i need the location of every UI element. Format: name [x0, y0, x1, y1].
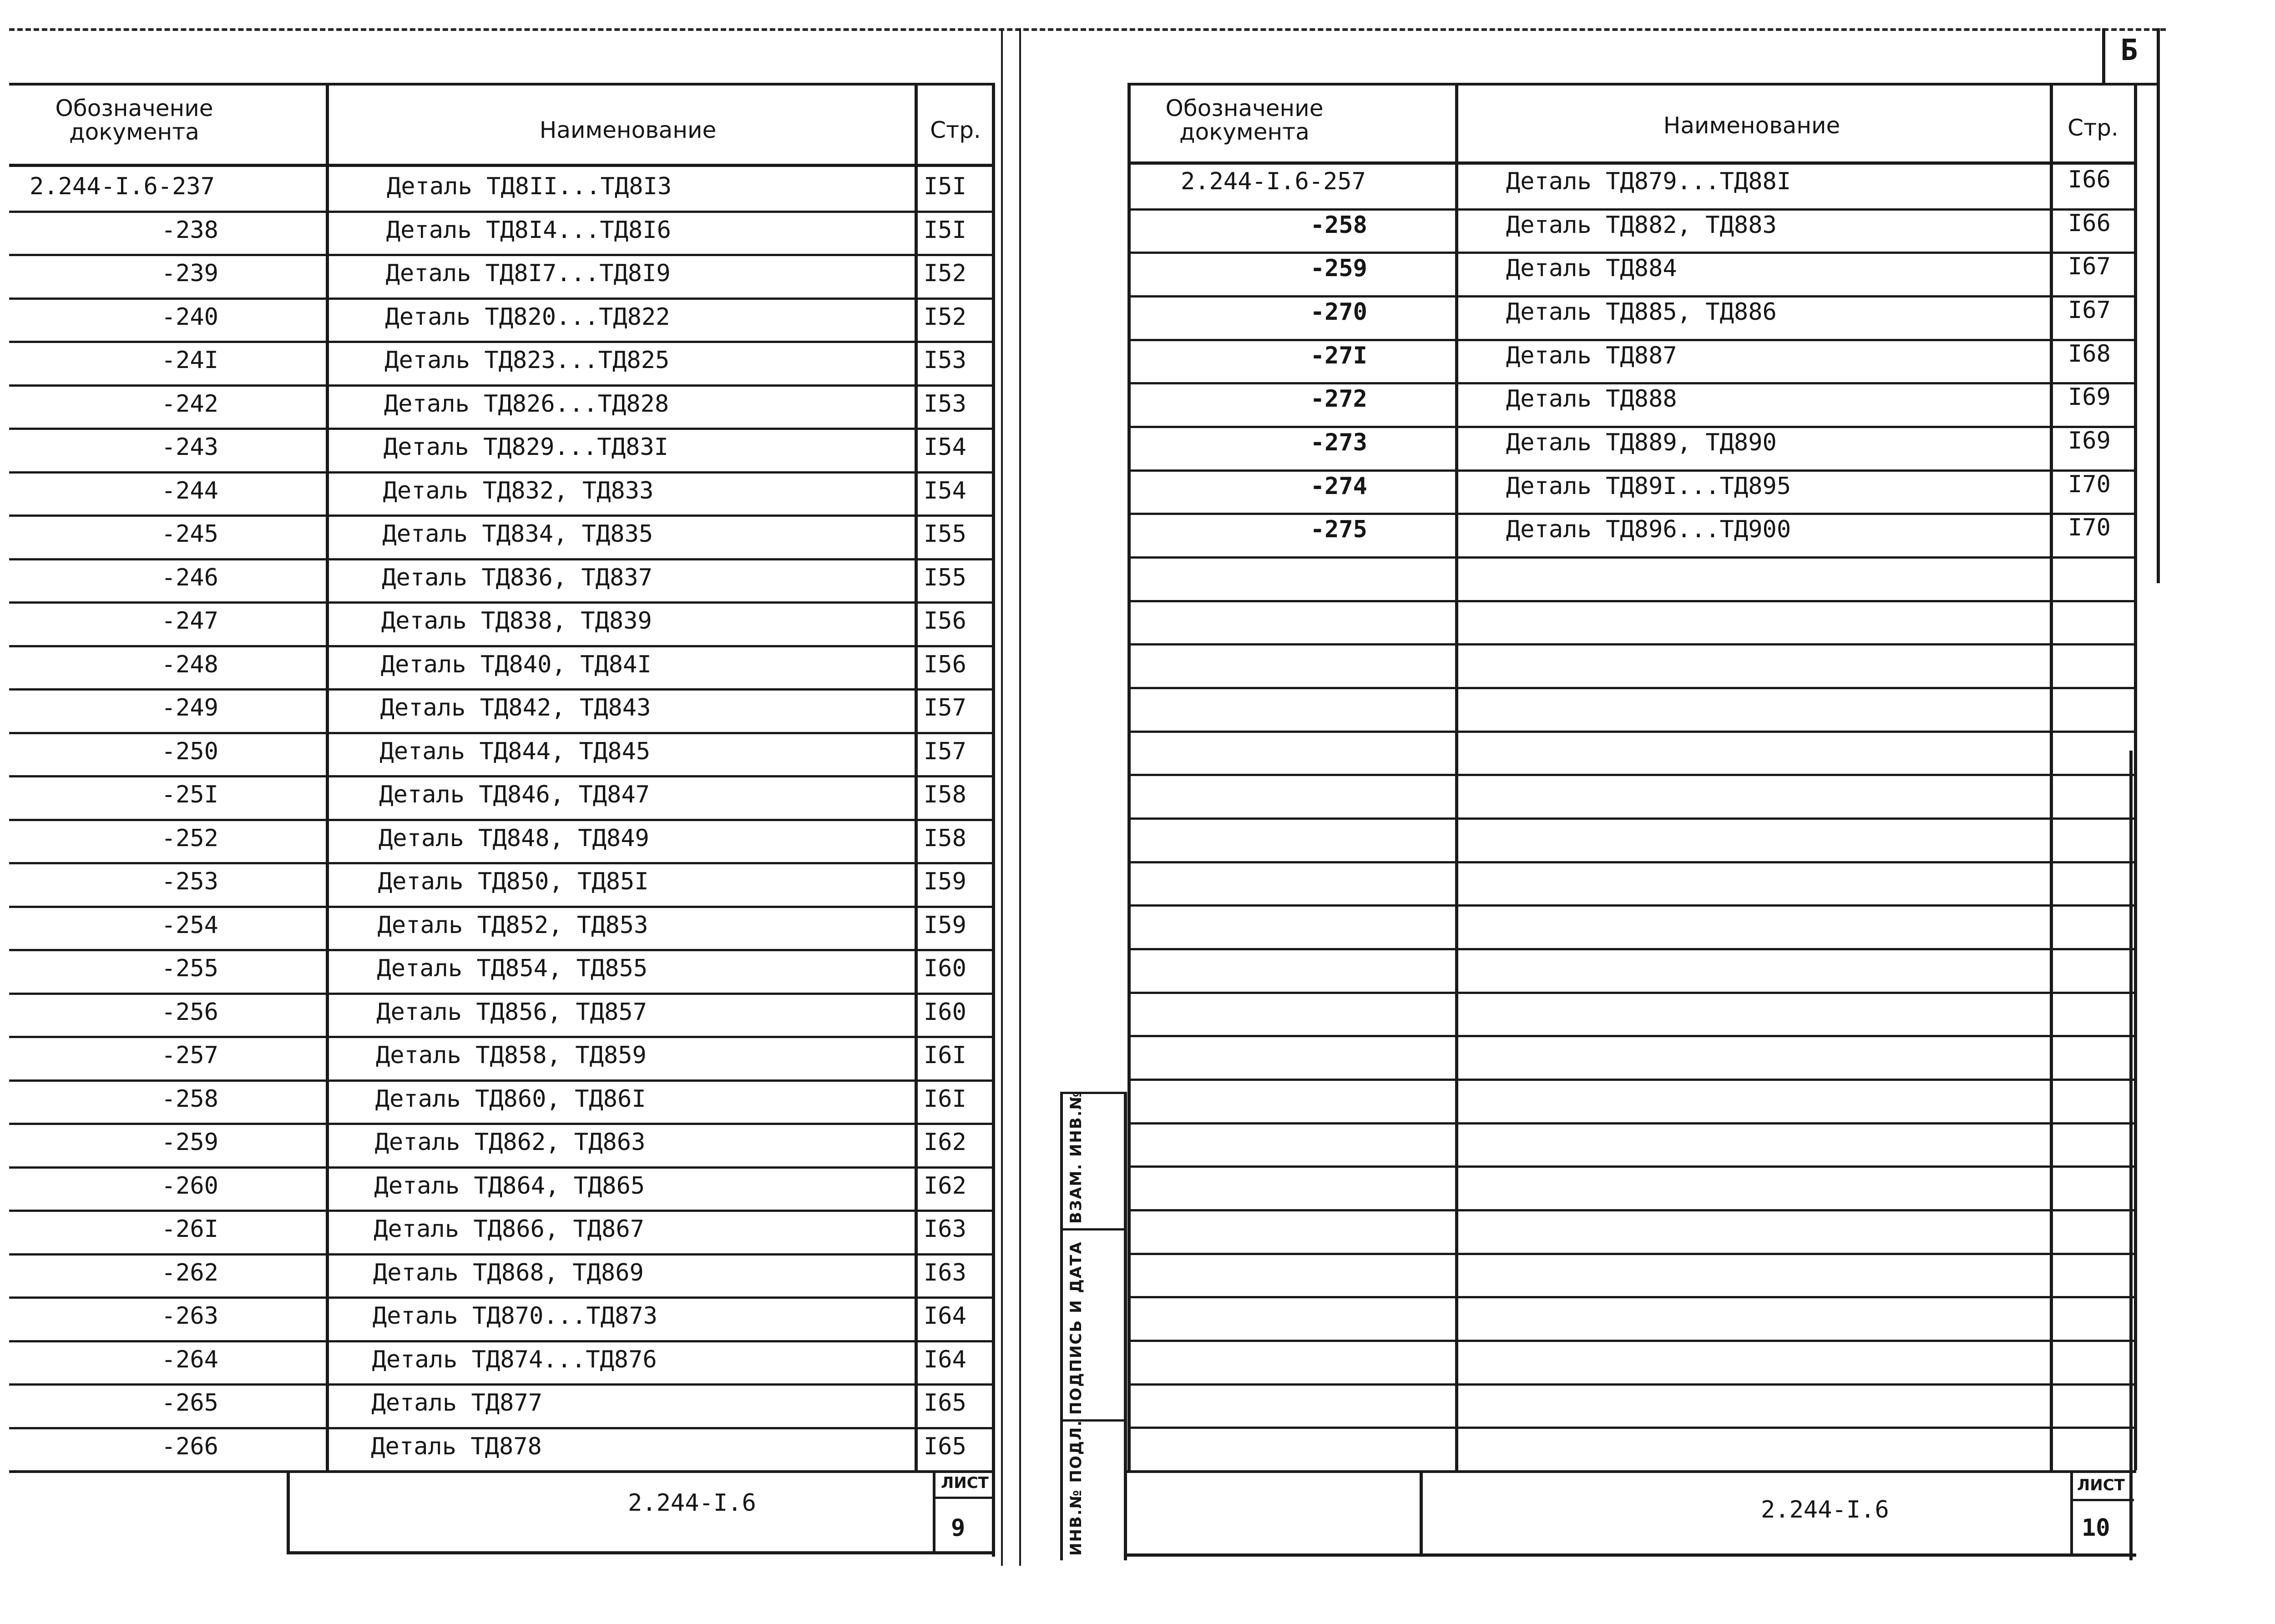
row-separator	[1127, 469, 2137, 472]
row-separator	[9, 601, 995, 604]
row-name: Деталь ТД8I7...ТД8I9	[385, 260, 671, 287]
row-designation: -240	[161, 303, 218, 331]
row-designation: -245	[161, 520, 218, 548]
row-designation: 2.244-I.6-237	[30, 173, 215, 200]
stamp-signature-date: ПОДПИСЬ И ДАТА	[1067, 1241, 1085, 1415]
row-separator	[1127, 643, 2137, 646]
row-separator	[1127, 1296, 2137, 1298]
right-header-bottom-line	[1127, 161, 2137, 165]
row-designation: -238	[161, 216, 218, 244]
row-page: I6I	[924, 1042, 966, 1069]
row-page: I67	[2068, 297, 2111, 324]
row-page: I56	[924, 651, 966, 678]
row-separator	[9, 732, 995, 734]
left-header-top-line	[9, 83, 995, 86]
row-designation: -24I	[161, 347, 218, 374]
stamp-line-1	[1060, 1228, 1127, 1231]
row-name: Деталь ТД884	[1506, 255, 1677, 282]
row-designation: -25I	[161, 781, 218, 808]
row-separator	[1127, 1427, 2137, 1429]
row-name: Деталь ТД860, ТД86I	[375, 1085, 646, 1113]
row-designation: -247	[161, 607, 218, 635]
row-designation: -260	[161, 1172, 218, 1200]
row-separator	[9, 558, 995, 560]
row-designation: -250	[161, 737, 218, 765]
row-designation: -26I	[161, 1215, 218, 1243]
row-page: I6I	[924, 1085, 966, 1113]
row-separator	[1127, 339, 2137, 341]
row-separator	[1127, 687, 2137, 689]
row-page: I59	[924, 911, 966, 939]
row-name: Деталь ТД848, ТД849	[379, 824, 649, 852]
row-designation: -253	[161, 868, 218, 895]
row-separator	[1127, 1209, 2137, 1211]
right-titleblock-bottom	[1124, 1553, 2136, 1557]
row-name: Деталь ТД838, ТД839	[381, 607, 652, 635]
row-designation: -263	[161, 1302, 218, 1330]
row-page: I63	[924, 1215, 966, 1243]
row-separator	[1127, 992, 2137, 994]
row-separator	[1127, 904, 2137, 907]
right-header-name: Наименование	[1663, 112, 1840, 139]
row-page: I55	[924, 520, 966, 548]
right-titleblock-top	[1124, 1470, 2136, 1473]
row-separator	[9, 341, 995, 343]
row-designation: -27I	[1310, 342, 1367, 369]
row-page: I68	[2068, 340, 2111, 368]
row-name: Деталь ТД864, ТД865	[374, 1172, 645, 1200]
row-page: I69	[2068, 383, 2111, 411]
right-titleblock-code: 2.244-I.6	[1761, 1496, 1889, 1523]
row-page: I70	[2068, 514, 2111, 542]
left-header-name: Наименование	[539, 117, 717, 143]
row-name: Деталь ТД852, ТД853	[377, 911, 648, 939]
row-name: Деталь ТД854, ТД855	[377, 955, 648, 982]
left-sheet-box-mid	[933, 1497, 994, 1499]
row-name: Деталь ТД858, ТД859	[376, 1042, 647, 1069]
right-sheet-number: 10	[2082, 1514, 2110, 1542]
row-name: Деталь ТД878	[371, 1432, 542, 1460]
row-designation: -258	[161, 1085, 218, 1113]
row-page: I69	[2068, 427, 2111, 454]
row-separator	[9, 298, 995, 300]
right-header-designation: Обозначение документа	[1165, 95, 1324, 145]
right-header-top-line	[1127, 83, 2159, 86]
row-name: Деталь ТД820...ТД822	[385, 303, 670, 331]
row-page: I62	[924, 1129, 966, 1156]
row-designation: -270	[1310, 298, 1367, 326]
row-designation: -254	[161, 911, 218, 939]
row-page: I60	[924, 998, 966, 1026]
row-designation: -249	[161, 694, 218, 721]
row-designation: -259	[161, 1129, 218, 1156]
row-separator	[1127, 513, 2137, 515]
right-outer-right-border-lower	[2129, 751, 2133, 1560]
row-name: Деталь ТД89I...ТД895	[1506, 472, 1791, 500]
row-separator	[9, 514, 995, 517]
row-separator	[1127, 382, 2137, 384]
row-separator	[9, 688, 995, 691]
row-separator	[9, 906, 995, 908]
row-separator	[1127, 1165, 2137, 1168]
row-name: Деталь ТД874...ТД876	[372, 1346, 657, 1373]
right-col-divider-1	[1455, 83, 1458, 1470]
row-separator	[9, 1383, 995, 1386]
row-name: Деталь ТД834, ТД835	[382, 520, 653, 548]
row-separator	[1127, 295, 2137, 298]
row-designation: -242	[161, 390, 218, 418]
row-separator	[9, 819, 995, 821]
row-name: Деталь ТД8I4...ТД8I6	[386, 216, 671, 244]
row-page: I70	[2068, 470, 2111, 498]
right-outer-right-border	[2157, 28, 2160, 583]
right-header-page: Стр.	[2068, 115, 2118, 141]
right-sheet-box-mid	[2070, 1499, 2134, 1501]
row-designation: -264	[161, 1346, 218, 1373]
left-titleblock-bottom	[287, 1551, 995, 1554]
row-separator	[9, 775, 995, 777]
row-page: I58	[924, 781, 966, 808]
row-separator	[9, 645, 995, 647]
row-name: Деталь ТД856, ТД857	[376, 998, 647, 1026]
row-designation: -257	[161, 1042, 218, 1069]
right-outer-left-border	[1019, 28, 1021, 1566]
row-name: Деталь ТД826...ТД828	[384, 390, 669, 418]
row-page: I62	[924, 1172, 966, 1200]
row-separator	[9, 1036, 995, 1038]
row-name: Деталь ТД887	[1506, 342, 1677, 369]
row-designation: -265	[161, 1389, 218, 1417]
row-separator	[9, 471, 995, 474]
top-edge-dashes	[9, 28, 2166, 34]
row-separator	[1127, 1035, 2137, 1037]
row-separator	[1127, 1122, 2137, 1125]
stamp-replacement-inv: ВЗАМ. ИНВ.№	[1067, 1090, 1085, 1224]
row-page: I5I	[924, 216, 966, 244]
row-designation: -274	[1310, 472, 1367, 500]
row-page: I63	[924, 1259, 966, 1286]
row-separator	[9, 1123, 995, 1125]
row-page: I60	[924, 955, 966, 982]
row-separator	[9, 1427, 995, 1429]
row-page: I5I	[924, 173, 966, 200]
left-titleblock-top	[9, 1470, 995, 1473]
row-page: I57	[924, 737, 966, 765]
row-designation: 2.244-I.6-257	[1181, 168, 1366, 195]
row-page: I52	[924, 260, 966, 287]
row-separator	[9, 862, 995, 864]
row-separator	[1127, 1340, 2137, 1342]
left-titleblock-code: 2.244-I.6	[628, 1489, 756, 1517]
row-separator	[1127, 1079, 2137, 1081]
row-designation: -272	[1310, 385, 1367, 413]
row-designation: -243	[161, 434, 218, 461]
row-name: Деталь ТД896...ТД900	[1506, 516, 1791, 544]
row-page: I64	[924, 1302, 966, 1330]
row-designation: -239	[161, 260, 218, 287]
row-page: I58	[924, 824, 966, 852]
left-sheet-label: ЛИСТ	[941, 1474, 989, 1492]
row-designation: -246	[161, 564, 218, 591]
row-separator	[9, 1079, 995, 1082]
right-sheet-label: ЛИСТ	[2077, 1476, 2125, 1494]
row-designation: -259	[1310, 255, 1367, 282]
row-separator	[1127, 252, 2137, 254]
row-designation: -244	[161, 477, 218, 504]
row-separator	[9, 1253, 995, 1256]
row-separator	[1127, 600, 2137, 602]
row-separator	[1127, 774, 2137, 776]
right-titleblock-divider	[1420, 1470, 1423, 1557]
row-name: Деталь ТД870...ТД873	[372, 1302, 657, 1330]
row-name: Деталь ТД879...ТД88I	[1506, 168, 1791, 195]
row-page: I53	[924, 347, 966, 374]
row-separator	[1127, 817, 2137, 820]
left-header-bottom-line	[9, 164, 995, 167]
row-designation: -255	[161, 955, 218, 982]
left-sheet-box-left	[933, 1470, 935, 1554]
row-name: Деталь ТД823...ТД825	[384, 347, 670, 374]
row-separator	[9, 993, 995, 995]
left-header-page: Стр.	[930, 117, 981, 143]
row-separator	[9, 1296, 995, 1299]
corner-mark: Б	[2120, 34, 2138, 67]
row-separator	[9, 1340, 995, 1342]
left-titleblock-divider	[287, 1470, 290, 1554]
row-designation: -273	[1310, 429, 1367, 456]
left-outer-right-border	[1001, 28, 1003, 1566]
row-name: Деталь ТД850, ТД85I	[378, 868, 649, 895]
row-name: Деталь ТД840, ТД84I	[380, 651, 652, 678]
row-separator	[1127, 426, 2137, 428]
row-page: I57	[924, 694, 966, 721]
stamp-inv-orig: ИНВ.№ ПОДЛ.	[1067, 1419, 1085, 1556]
row-page: I64	[924, 1346, 966, 1373]
row-name: Деталь ТД836, ТД837	[382, 564, 653, 591]
row-designation: -248	[161, 651, 218, 678]
row-separator	[9, 1166, 995, 1169]
row-name: Деталь ТД846, ТД847	[379, 781, 650, 808]
row-name: Деталь ТД868, ТД869	[373, 1259, 644, 1286]
stamp-col-left	[1060, 1092, 1063, 1560]
row-page: I56	[924, 607, 966, 635]
right-col-divider-2	[2050, 83, 2053, 1470]
row-page: I55	[924, 564, 966, 591]
row-separator	[9, 428, 995, 430]
row-designation: -275	[1310, 516, 1367, 544]
row-separator	[1127, 1383, 2137, 1386]
left-sheet-number: 9	[951, 1514, 966, 1542]
row-separator	[9, 254, 995, 256]
row-page: I54	[924, 434, 966, 461]
row-page: I66	[2068, 166, 2111, 193]
row-separator	[1127, 556, 2137, 559]
right-table-right-border	[2134, 83, 2137, 1470]
right-sheet-box-left	[2070, 1470, 2073, 1557]
row-name: Деталь ТД866, ТД867	[374, 1215, 645, 1243]
row-page: I65	[924, 1432, 966, 1460]
row-separator	[9, 211, 995, 213]
row-designation: -258	[1310, 211, 1367, 239]
row-page: I65	[924, 1389, 966, 1417]
row-name: Деталь ТД832, ТД833	[383, 477, 654, 504]
row-name: Деталь ТД829...ТД83I	[383, 434, 668, 461]
row-name: Деталь ТД888	[1506, 385, 1677, 413]
row-separator	[9, 1210, 995, 1212]
row-name: Деталь ТД882, ТД883	[1506, 211, 1777, 239]
row-name: Деталь ТД862, ТД863	[374, 1129, 646, 1156]
stamp-col-right	[1124, 1092, 1127, 1560]
row-separator	[9, 949, 995, 951]
left-header-designation: Обозначение документа	[55, 95, 213, 145]
row-page: I59	[924, 868, 966, 895]
row-designation: -266	[161, 1432, 218, 1460]
row-name: Деталь ТД877	[371, 1389, 543, 1417]
row-designation: -256	[161, 998, 218, 1026]
row-designation: -252	[161, 824, 218, 852]
corner-box-left	[2102, 28, 2105, 83]
row-page: I52	[924, 303, 966, 331]
row-separator	[1127, 861, 2137, 863]
row-separator	[1127, 208, 2137, 211]
row-separator	[1127, 948, 2137, 950]
row-page: I66	[2068, 209, 2111, 237]
row-name: Деталь ТД8II...ТД8I3	[387, 173, 672, 200]
row-name: Деталь ТД889, ТД890	[1506, 429, 1777, 456]
row-separator	[9, 384, 995, 387]
row-designation: -262	[161, 1259, 218, 1286]
row-separator	[1127, 1253, 2137, 1255]
right-table-left-border	[1127, 83, 1131, 1470]
row-separator	[1127, 731, 2137, 733]
row-name: Деталь ТД844, ТД845	[379, 737, 651, 765]
row-page: I53	[924, 390, 966, 418]
row-name: Деталь ТД885, ТД886	[1506, 298, 1777, 326]
row-name: Деталь ТД842, ТД843	[380, 694, 651, 721]
row-page: I67	[2068, 253, 2111, 281]
row-page: I54	[924, 477, 966, 504]
